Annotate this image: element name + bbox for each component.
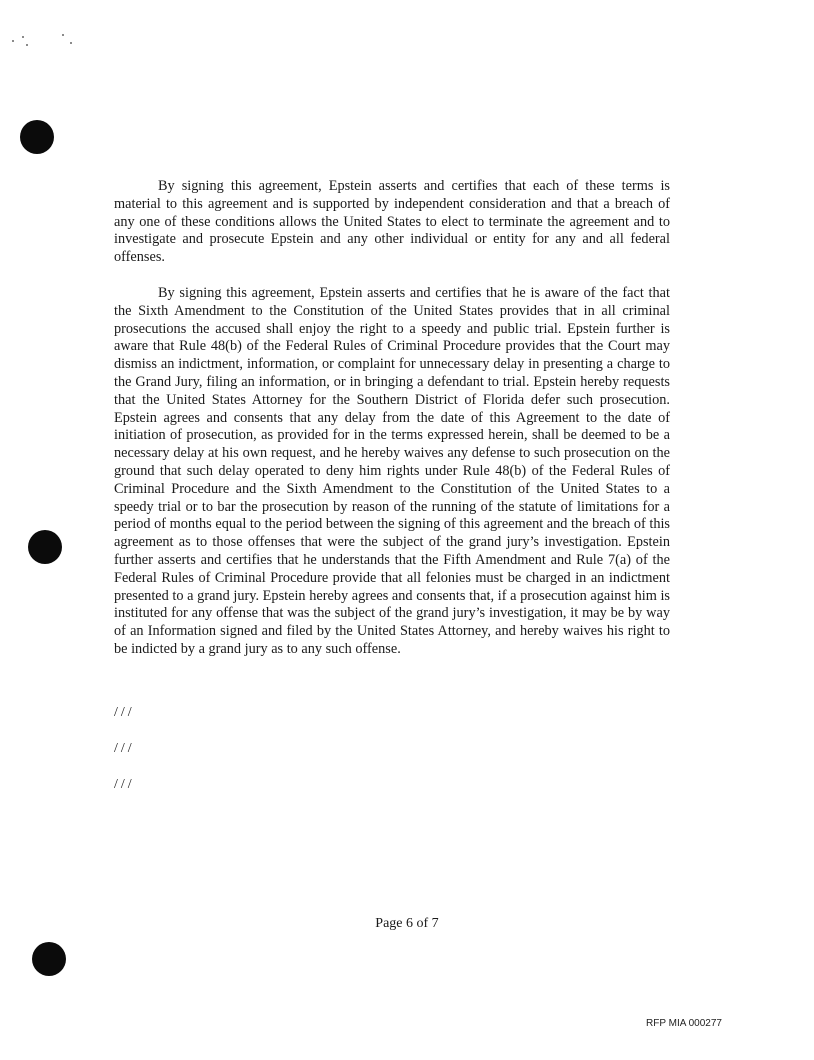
scan-speck [70, 42, 72, 44]
punch-hole [20, 120, 54, 154]
paragraph-terms-material: By signing this agreement, Epstein asserts and certifies that each of these terms is material to this agreement and is supported by independent consideration and that a breach of any one of these conditions allows the United States to elect to terminate the agreement and to investigate and prosecute Epstein and any other individual or entity for any and all federal offenses. [114, 178, 670, 266]
scan-speck [62, 34, 64, 36]
paragraph-speedy-trial-waiver: By signing this agreement, Epstein asserts and certifies that he is aware of the fact that the Sixth Amendment to the Constitution of the United States provides that in all criminal prosecutions the accused shall enjoy the right to a speedy and public trial. Epstein further is aware that Rule 48(b) of the Federal Rules of Criminal Procedure provides that the Court may dismiss an indictment, information, or complaint for unnecessary delay in presenting a charge to the Grand Jury, filing an information, or in bringing a defendant to trial. Epstein hereby requests that the United States Attorney for the Southern District of Florida defer such prosecution. Epstein agrees and consents that any delay from the date of this Agreement to the date of initiation of prosecution, as provided for in the terms expressed herein, shall be deemed to be a necessary delay at his own request, and he hereby waives any defense to such prosecution on the ground that such delay operated to deny him rights under Rule 48(b) of the Federal Rules of Criminal Procedure and the Sixth Amendment to the Constitution of the United States to a speedy trial or to bar the prosecution by reason of the running of the statute of limitations for a period of months equal to the period between the signing of this agreement and the breach of this agreement as to those offenses that were the subject of the grand jury’s investigation. Epstein further asserts and certifies that he understands that the Fifth Amendment and Rule 7(a) of the Federal Rules of Criminal Procedure provide that all felonies must be charged in an indictment presented to a grand jury. Epstein hereby agrees and consents that, if a prosecution against him is instituted for any offense that was the subject of the grand jury’s investigation, it may be by way of an Information signed and filed by the United States Attorney, and hereby waives his right to be indicted by a grand jury as to any such offense. [114, 284, 670, 657]
punch-hole [32, 942, 66, 976]
section-separator: /// [114, 741, 135, 756]
punch-hole [28, 530, 62, 564]
scan-speck [26, 44, 28, 46]
bates-number: RFP MIA 000277 [646, 1018, 722, 1029]
scan-specks [10, 32, 80, 52]
scan-speck [12, 40, 14, 42]
scan-speck [22, 36, 24, 38]
section-separator: /// [114, 777, 135, 792]
document-body [114, 178, 670, 677]
section-separator: /// [114, 705, 135, 720]
page-number: Page 6 of 7 [375, 916, 439, 931]
